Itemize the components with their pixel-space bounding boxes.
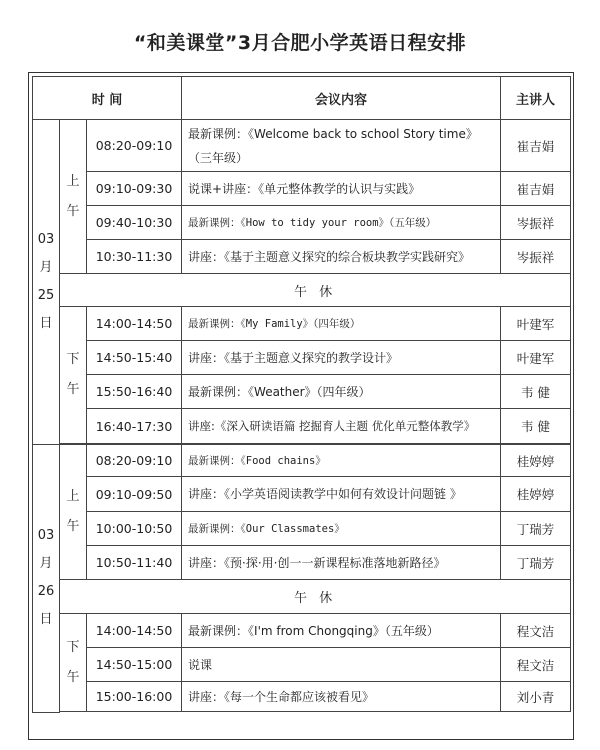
break-row	[33, 274, 571, 307]
content-cell: 最新课例：《Our Classmates》	[182, 512, 501, 546]
table-row	[33, 409, 571, 444]
content-cell: 最新课例：《How to tidy your room》（五年级）	[182, 206, 501, 240]
content-cell: 说课	[182, 648, 501, 682]
speaker-cell: 岑振祥	[501, 240, 571, 274]
date-cell: 03 月 25 日	[33, 120, 60, 445]
morning-label: 上 午	[60, 445, 87, 580]
table-row	[33, 206, 571, 240]
header-content: 会议内容	[182, 77, 501, 120]
lunch-break: 午 休	[60, 580, 571, 614]
time-cell: 15:50-16:40	[87, 375, 182, 409]
content-cell: 最新课例：《Welcome back to school Story time》（三年级）	[182, 120, 501, 172]
header-speaker: 主讲人	[501, 77, 571, 120]
speaker-cell: 丁瑞芳	[501, 512, 571, 546]
speaker-cell: 程文洁	[501, 614, 571, 648]
speaker-cell: 崔吉娟	[501, 120, 571, 172]
header-row	[33, 77, 571, 120]
table-row	[33, 445, 571, 477]
time-cell: 16:40-17:30	[87, 409, 182, 444]
table-row	[33, 341, 571, 375]
table-row	[33, 512, 571, 546]
table-row	[33, 648, 571, 682]
schedule-table	[32, 76, 571, 713]
time-cell: 14:00-14:50	[87, 614, 182, 648]
time-cell: 15:00-16:00	[87, 682, 182, 712]
afternoon-label: 下 午	[60, 614, 87, 712]
speaker-cell: 韦 健	[501, 409, 571, 444]
speaker-cell: 丁瑞芳	[501, 546, 571, 580]
speaker-cell: 桂婷婷	[501, 477, 571, 512]
table-row	[33, 375, 571, 409]
speaker-cell: 岑振祥	[501, 206, 571, 240]
page-title: “和美课堂”3月合肥小学英语日程安排	[133, 32, 467, 54]
table-row	[33, 307, 571, 341]
time-cell: 08:20-09:10	[87, 445, 182, 477]
time-cell: 14:00-14:50	[87, 307, 182, 341]
time-cell: 08:20-09:10	[87, 120, 182, 172]
time-cell: 10:00-10:50	[87, 512, 182, 546]
speaker-cell: 程文洁	[501, 648, 571, 682]
time-cell: 09:10-09:30	[87, 172, 182, 206]
time-cell: 10:50-11:40	[87, 546, 182, 580]
content-cell: 讲座：《预·探·用·创一一新课程标准落地新路径》	[182, 546, 501, 580]
table-row	[33, 477, 571, 512]
afternoon-label: 下 午	[60, 307, 87, 444]
time-cell: 14:50-15:00	[87, 648, 182, 682]
table-row	[33, 614, 571, 648]
speaker-cell: 桂婷婷	[501, 445, 571, 477]
time-cell: 09:10-09:50	[87, 477, 182, 512]
content-cell: 最新课例：《Food chains》	[182, 445, 501, 477]
speaker-cell: 叶建军	[501, 307, 571, 341]
speaker-cell: 刘小青	[501, 682, 571, 712]
date-cell: 03 月 26 日	[33, 445, 60, 713]
table-row	[33, 240, 571, 274]
table-row	[33, 172, 571, 206]
content-cell: 讲座：《每一个生命都应该被看见》	[182, 682, 501, 712]
content-cell: 最新课例：《Weather》（四年级）	[182, 375, 501, 409]
speaker-cell: 崔吉娟	[501, 172, 571, 206]
time-cell: 10:30-11:30	[87, 240, 182, 274]
break-row	[33, 580, 571, 614]
speaker-cell: 叶建军	[501, 341, 571, 375]
content-cell: 最新课例：《I'm from Chongqing》（五年级）	[182, 614, 501, 648]
lunch-break: 午 休	[60, 274, 571, 307]
content-cell: 说课+讲座：《单元整体教学的认识与实践》	[182, 172, 501, 206]
content-cell: 讲座：《基于主题意义探究的教学设计》	[182, 341, 501, 375]
time-cell: 14:50-15:40	[87, 341, 182, 375]
table-row	[33, 546, 571, 580]
content-cell: 讲座:《深入研读语篇 挖掘育人主题 优化单元整体教学》	[182, 409, 501, 444]
content-cell: 讲座：《基于主题意义探究的综合板块教学实践研究》	[182, 240, 501, 274]
time-cell: 09:40-10:30	[87, 206, 182, 240]
content-cell: 讲座：《小学英语阅读教学中如何有效设计问题链 》	[182, 477, 501, 512]
table-row	[33, 682, 571, 712]
table-row	[33, 120, 571, 172]
header-time: 时 间	[33, 77, 182, 120]
content-cell: 最新课例：《My Family》（四年级）	[182, 307, 501, 341]
speaker-cell: 韦 健	[501, 375, 571, 409]
morning-label: 上 午	[60, 120, 87, 274]
